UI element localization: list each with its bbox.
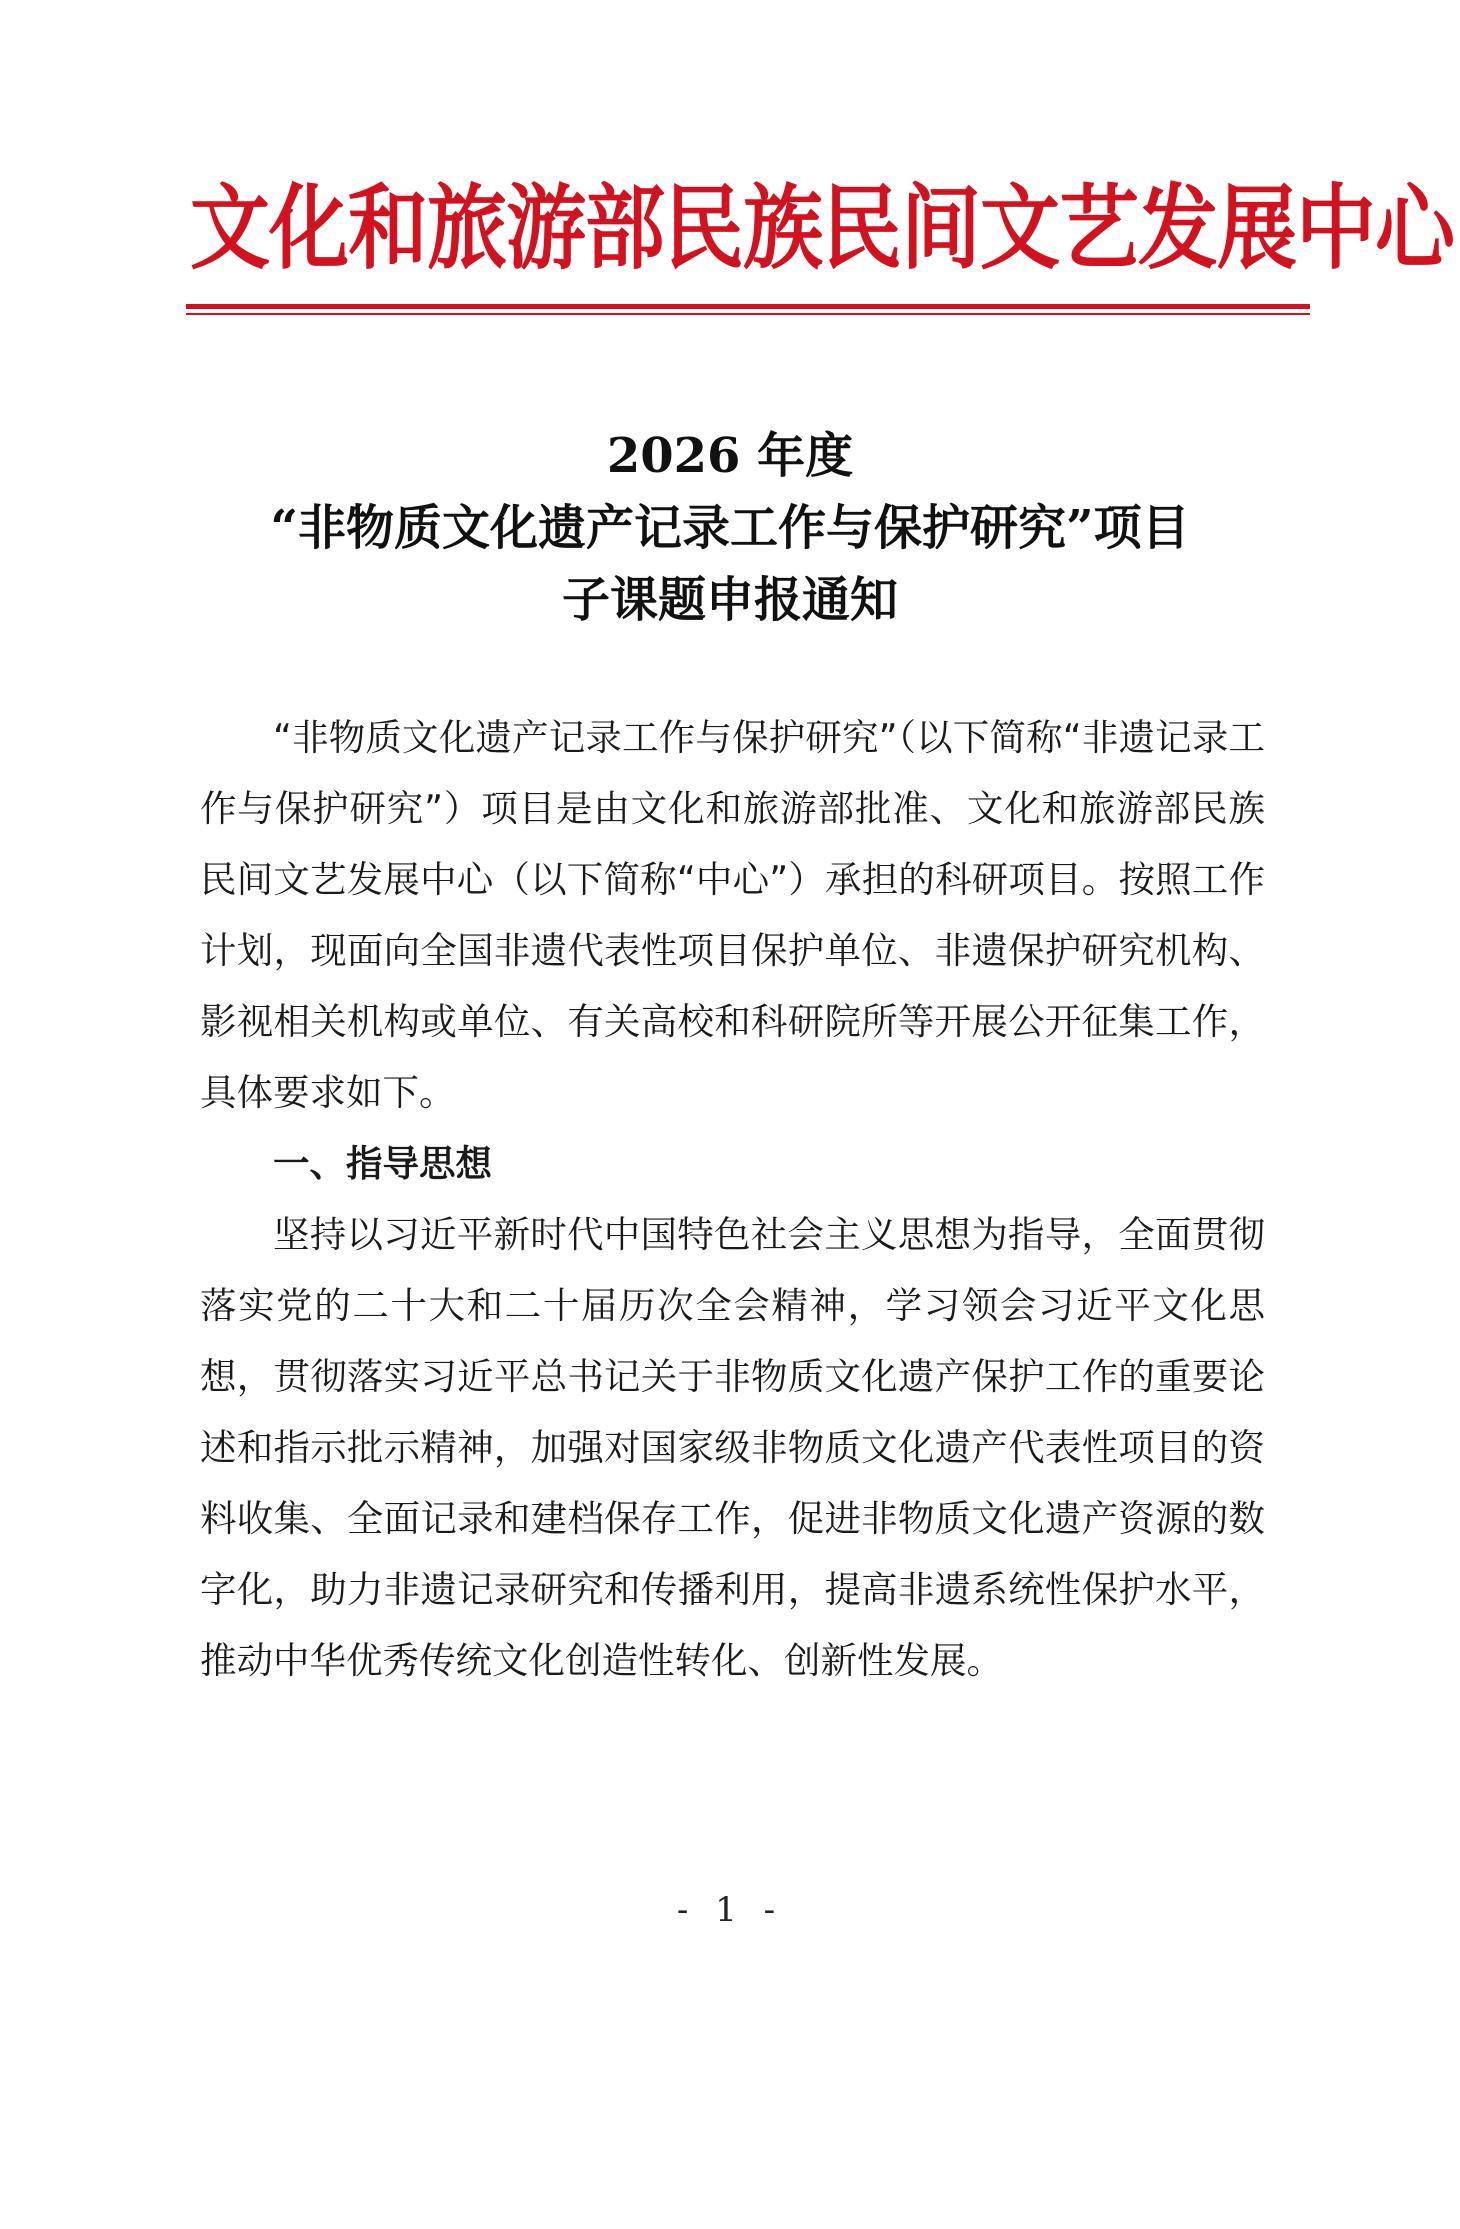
section-paragraph-guiding-ideology: 坚持以习近平新时代中国特色社会主义思想为指导，全面贯彻落实党的二十大和二十届历次全会精神，学习领会习近平文化思想，贯彻落实习近平总书记关于非物质文化遗产保护工作的重要论述和指示批示精神，加强对国家级非物质文化遗产代表性项目的资料收集、全面记录和建档保存工作，促进非物质文化遗产资源的数字化，助力非遗记录研究和传播利用，提高非遗系统性保护水平，推动中华优秀传统文化创造性转化、创新性发展。 — [200, 1213, 1265, 1682]
page-number: - 1 - — [676, 1890, 784, 1930]
organization-letterhead: 文化和旅游部民族民间文艺发展中心 — [190, 173, 1454, 283]
letterhead-rule-thin — [186, 313, 1310, 315]
title-line-notice: 子课题申报通知 — [561, 572, 898, 628]
document-title — [180, 420, 1280, 636]
title-line-project: “非物质文化遗产记录工作与保护研究”项目 — [270, 500, 1190, 556]
intro-paragraph: “非物质文化遗产记录工作与保护研究”（以下简称“非遗记录工作与保护研究”）项目是由文化和旅游部批准、文化和旅游部民族民间文艺发展中心（以下简称“中心”）承担的科研项目。按照工作计划，现面向全国非遗代表性项目保护单位、非遗保护研究机构、影视相关机构或单位、有关高校和科研院所等开展公开征集工作，具体要求如下。 — [200, 716, 1265, 1114]
letterhead-rule-thick — [186, 304, 1310, 309]
title-line-year: 2026 年度 — [606, 428, 854, 484]
document-body — [200, 702, 1265, 1696]
section-heading-guiding-ideology: 一、指导思想 — [273, 1142, 492, 1185]
